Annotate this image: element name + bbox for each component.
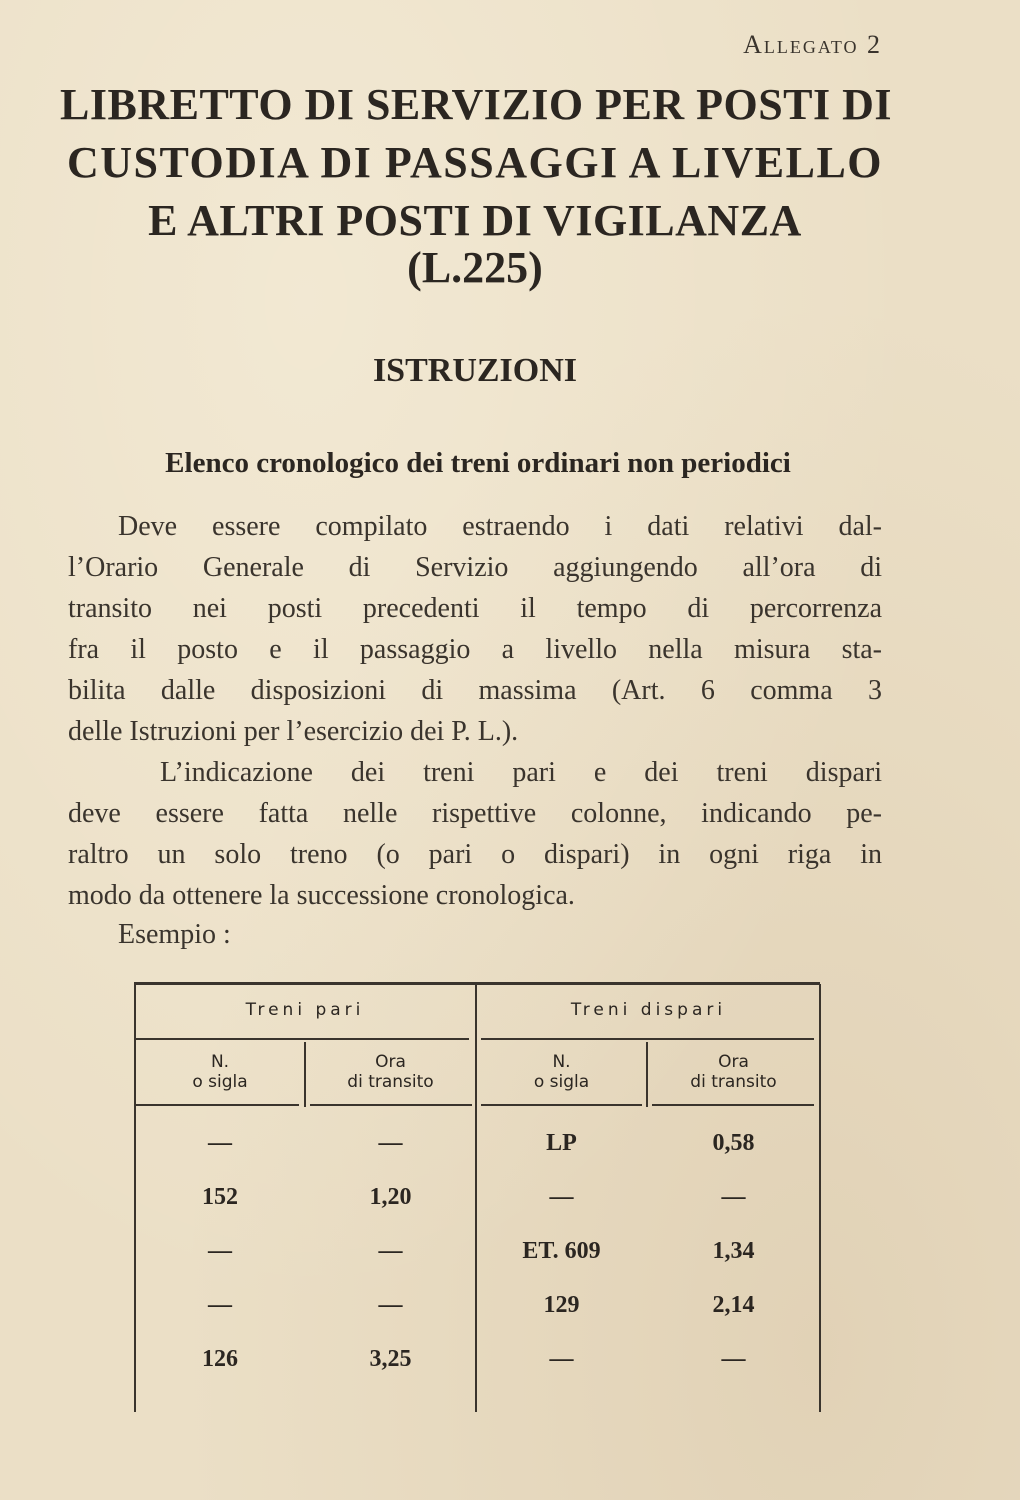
table-group-rule bbox=[136, 1038, 469, 1040]
paragraph-line: transito nei posti precedenti il tempo di percorrenza bbox=[68, 593, 882, 624]
column-header bbox=[306, 1052, 475, 1092]
column-header-line: o sigla bbox=[533, 1072, 590, 1092]
paragraph-line: raltro un solo treno (o pari o dispari) in ogni riga in bbox=[68, 839, 882, 870]
group-header-treni-pari: Treni pari bbox=[245, 1000, 365, 1020]
column-header-line: N. bbox=[552, 1052, 571, 1072]
group-header-treni-dispari: Treni dispari bbox=[570, 1000, 727, 1020]
attachment-label: Allegato 2 bbox=[743, 30, 882, 59]
column-header-line: o sigla bbox=[192, 1072, 248, 1092]
table-cell: 152 bbox=[202, 1184, 238, 1210]
column-header bbox=[648, 1052, 819, 1092]
table-cell: — bbox=[721, 1346, 746, 1372]
paragraph-line: fra il posto e il passaggio a livello nella misura sta- bbox=[68, 634, 882, 665]
example-label: Esempio : bbox=[118, 919, 231, 950]
table-border-right bbox=[819, 984, 821, 1412]
table-cell: — bbox=[208, 1130, 232, 1156]
column-header-line: di transito bbox=[690, 1072, 777, 1092]
column-header-line: di transito bbox=[347, 1072, 434, 1092]
table-group-rule bbox=[481, 1038, 814, 1040]
table-header-rule bbox=[136, 1104, 299, 1106]
title-line-2: CUSTODIA DI PASSAGGI A LIVELLO bbox=[66, 138, 884, 187]
paragraph-line: bilita dalle disposizioni di massima (Art. 6 comma 3 bbox=[68, 675, 882, 706]
table-cell: LP bbox=[546, 1130, 577, 1156]
table-cell: 129 bbox=[543, 1292, 580, 1318]
table-header-rule bbox=[481, 1104, 642, 1106]
table-cell: — bbox=[549, 1184, 574, 1210]
table-cell: — bbox=[378, 1130, 403, 1156]
section-heading: ISTRUZIONI bbox=[372, 352, 578, 389]
table-cell: — bbox=[208, 1238, 232, 1264]
paragraph-line: l’Orario Generale di Servizio aggiungendo all’ora di bbox=[68, 552, 882, 583]
column-header-line: Ora bbox=[718, 1052, 749, 1072]
column-header-line: N. bbox=[210, 1052, 230, 1072]
paragraph-1 bbox=[68, 506, 882, 752]
table-cell: 1,20 bbox=[369, 1184, 412, 1210]
paragraph-line: Deve essere compilato estraendo i dati relativi dal- bbox=[118, 511, 882, 542]
paragraph-line: deve essere fatta nelle rispettive colonne, indicando pe- bbox=[68, 798, 882, 829]
paragraph-line: delle Istruzioni per l’esercizio dei P. L.). bbox=[68, 716, 519, 747]
table-cell: — bbox=[721, 1184, 746, 1210]
table-header-rule bbox=[310, 1104, 472, 1106]
paragraph-line: modo da ottenere la successione cronologica. bbox=[68, 880, 575, 911]
table-cell: — bbox=[549, 1346, 574, 1372]
column-header-line: Ora bbox=[375, 1052, 406, 1072]
column-header bbox=[477, 1052, 646, 1092]
title-line-3: E ALTRI POSTI DI VIGILANZA bbox=[148, 196, 802, 245]
table-cell: — bbox=[208, 1292, 232, 1318]
table-cell: 3,25 bbox=[369, 1346, 412, 1372]
document-title bbox=[60, 76, 893, 250]
table-cell: 126 bbox=[202, 1346, 238, 1372]
table-cell: 1,34 bbox=[712, 1238, 755, 1264]
table-cell: 2,14 bbox=[712, 1292, 755, 1318]
table-cell: — bbox=[378, 1292, 403, 1318]
paragraph-2 bbox=[68, 752, 882, 916]
section-subheading: Elenco cronologico dei treni ordinari non periodici bbox=[165, 447, 791, 479]
column-header bbox=[136, 1052, 304, 1092]
table-header-rule bbox=[652, 1104, 814, 1106]
table-cell: 0,58 bbox=[712, 1130, 755, 1156]
table-cell: ET. 609 bbox=[522, 1238, 601, 1264]
paragraph-line: L’indicazione dei treni pari e dei treni dispari bbox=[160, 757, 882, 788]
table-cell: — bbox=[378, 1238, 403, 1264]
title-line-1: LIBRETTO DI SERVIZIO PER POSTI DI bbox=[60, 80, 893, 129]
document-code: (L.225) bbox=[407, 243, 543, 292]
